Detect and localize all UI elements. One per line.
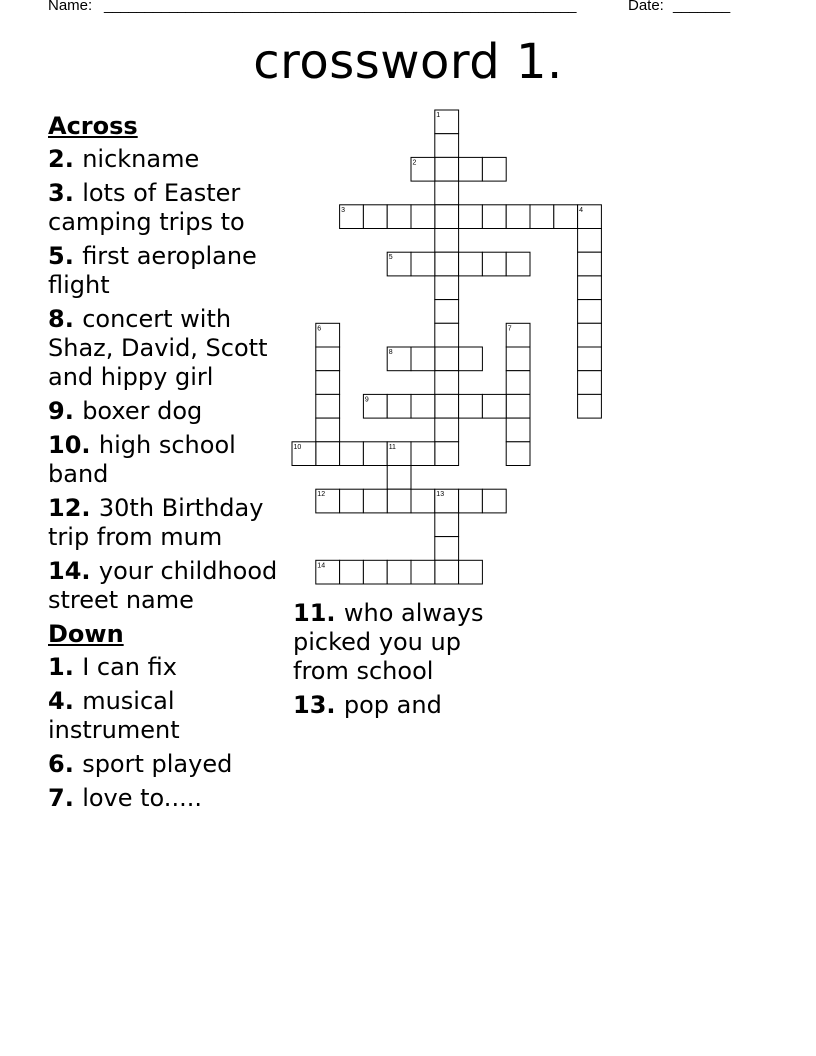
grid-cell-box[interactable] [411,560,435,584]
grid-cell[interactable] [506,418,530,442]
grid-cell-box[interactable] [435,418,459,442]
grid-cell-box[interactable] [435,134,459,158]
grid-cell-box[interactable] [316,371,340,395]
clue-number: 4 . [48,687,82,715]
grid-cell[interactable] [506,347,530,371]
grid-cell[interactable] [435,181,459,205]
grid-cell-box[interactable] [459,252,483,276]
grid-cell[interactable] [578,347,602,371]
clue-text: 30th Birthday trip from mum [48,494,264,551]
grid-cell[interactable] [411,157,435,181]
across-clue [48,242,288,300]
grid-cell-box[interactable] [506,371,530,395]
grid-cell[interactable] [363,442,387,466]
grid-cell[interactable] [411,205,435,229]
grid-cell-box[interactable] [435,537,459,561]
grid-cell[interactable] [340,489,364,513]
grid-cell[interactable] [506,442,530,466]
clue-number: 6 . [48,750,82,778]
grid-cell[interactable] [387,560,411,584]
grid-cell[interactable] [578,371,602,395]
grid-cell-box[interactable] [459,560,483,584]
grid-cell[interactable] [482,489,506,513]
grid-cell[interactable] [387,489,411,513]
grid-cell-box[interactable] [578,347,602,371]
grid-cell[interactable] [435,347,459,371]
grid-cell[interactable] [363,205,387,229]
clue-number: 2 . [48,145,82,173]
down-clue [48,687,288,745]
across-heading: Across [48,112,138,140]
grid-cell-box[interactable] [387,205,411,229]
grid-cell-number: 4 [579,206,584,214]
grid-cell[interactable] [411,394,435,418]
grid-cell[interactable] [506,371,530,395]
grid-cell-box[interactable] [387,560,411,584]
grid-cell[interactable] [292,442,316,466]
grid-cell[interactable] [387,205,411,229]
grid-cell[interactable] [340,205,364,229]
grid-cell[interactable] [316,394,340,418]
grid-cell-box[interactable] [411,205,435,229]
grid-cell-box[interactable] [506,394,530,418]
grid-cell[interactable] [459,560,483,584]
grid-cell-box[interactable] [411,489,435,513]
grid-cell[interactable] [482,252,506,276]
down-clue [293,599,523,686]
grid-cell-number: 13 [436,491,445,499]
grid-cell-number: 1 [436,112,441,119]
grid-cell[interactable] [435,252,459,276]
grid-cell-box[interactable] [482,252,506,276]
grid-cell[interactable] [363,560,387,584]
grid-cell-box[interactable] [435,300,459,324]
clue-number: 11 . [293,599,344,627]
grid-cell-box[interactable] [363,489,387,513]
grid-cell-number: 6 [317,325,322,333]
clue-number: 9 . [48,397,82,425]
grid-cell-box[interactable] [435,276,459,300]
grid-cell-box[interactable] [435,205,459,229]
grid-cell-box[interactable] [411,347,435,371]
clue-text: I can fix [82,653,177,681]
clue-text: musical instrument [48,687,180,744]
clue-text: first aeroplane flight [48,242,257,299]
grid-cell[interactable] [411,347,435,371]
grid-cell-box[interactable] [530,205,554,229]
grid-cell[interactable] [387,347,411,371]
grid-cell-box[interactable] [387,466,411,490]
name-field[interactable]: __________________________________________________________ [104,0,577,14]
grid-cell-box[interactable] [578,300,602,324]
date-label: Date: [628,0,664,14]
grid-cell-box[interactable] [482,205,506,229]
grid-cell[interactable] [435,442,459,466]
grid-cell[interactable] [387,442,411,466]
grid-cell[interactable] [363,489,387,513]
grid-cell[interactable] [435,110,459,134]
grid-cell[interactable] [316,560,340,584]
grid-cell[interactable] [435,323,459,347]
clue-text: sport played [82,750,233,778]
grid-cell-box[interactable] [363,560,387,584]
grid-cell[interactable] [578,276,602,300]
grid-cell[interactable] [578,229,602,253]
grid-cell-box[interactable] [435,442,459,466]
down-heading: Down [48,620,124,648]
grid-cell[interactable] [506,252,530,276]
across-clue [48,145,288,174]
grid-cell[interactable] [316,442,340,466]
grid-cell-box[interactable] [482,157,506,181]
date-field[interactable]: _______ [673,0,730,14]
clue-text: lots of Easter camping trips to [48,179,245,236]
down-clue [48,750,288,779]
grid-cell-box[interactable] [506,442,530,466]
grid-cell-number: 12 [317,491,326,499]
grid-cell[interactable] [506,323,530,347]
across-clue [48,397,288,426]
grid-cell-box[interactable] [363,205,387,229]
clues-list-continued [293,599,523,725]
grid-cell[interactable] [435,276,459,300]
grid-cell-box[interactable] [554,205,578,229]
grid-cell[interactable] [578,394,602,418]
clue-text: pop and [343,691,442,719]
grid-cell-box[interactable] [578,276,602,300]
grid-cell-box[interactable] [578,323,602,347]
grid-cell[interactable] [316,323,340,347]
across-clue [48,431,288,489]
grid-cell-number: 5 [388,254,393,262]
grid-cell[interactable] [578,300,602,324]
down-clue [48,653,288,682]
grid-cell[interactable] [459,252,483,276]
grid-cell-box[interactable] [435,371,459,395]
grid-cell-box[interactable] [387,394,411,418]
grid-cell[interactable] [459,394,483,418]
clue-text: who always picked you up from school [293,599,484,685]
grid-cell-box[interactable] [387,489,411,513]
grid-cell[interactable] [435,537,459,561]
clue-text: high school band [48,431,236,488]
grid-cell[interactable] [459,347,483,371]
across-clue [48,557,288,615]
grid-cell[interactable] [506,205,530,229]
grid-cell[interactable] [459,157,483,181]
grid-cell[interactable] [387,466,411,490]
grid-cell-box[interactable] [506,347,530,371]
grid-cell[interactable] [435,513,459,537]
worksheet-header [48,0,748,19]
clue-text: boxer dog [82,397,203,425]
grid-cell[interactable] [340,560,364,584]
grid-cell-box[interactable] [578,252,602,276]
grid-cell[interactable] [482,205,506,229]
grid-cell-box[interactable] [340,560,364,584]
grid-cell-box[interactable] [506,418,530,442]
grid-cell-box[interactable] [340,489,364,513]
grid-cell[interactable] [506,394,530,418]
clue-text: your childhood street name [48,557,278,614]
grid-cell-box[interactable] [435,181,459,205]
grid-cell-box[interactable] [435,513,459,537]
grid-cell[interactable] [411,489,435,513]
across-clue [48,494,288,552]
grid-cell[interactable] [387,252,411,276]
page-title: crossword 1. [253,34,563,90]
clue-number: 14 . [48,557,99,585]
grid-cell-box[interactable] [459,205,483,229]
grid-cell-box[interactable] [435,560,459,584]
down-clue [293,691,523,720]
grid-cell[interactable] [316,371,340,395]
grid-cell-box[interactable] [316,347,340,371]
grid-cell-number: 3 [341,206,346,214]
name-label: Name: [48,0,93,14]
grid-cell[interactable] [411,442,435,466]
clue-number: 1 . [48,653,82,681]
grid-cell[interactable] [435,300,459,324]
grid-cell[interactable] [435,229,459,253]
grid-cell[interactable] [435,489,459,513]
grid-cell-box[interactable] [578,229,602,253]
clues-list [48,112,288,818]
grid-cell[interactable] [530,205,554,229]
clue-number: 3 . [48,179,82,207]
grid-cell-box[interactable] [435,229,459,253]
grid-cell[interactable] [435,157,459,181]
clue-number: 8 . [48,305,82,333]
clue-number: 10 . [48,431,99,459]
grid-cell-box[interactable] [316,442,340,466]
grid-cell[interactable] [411,560,435,584]
grid-cell[interactable] [578,252,602,276]
grid-cell-box[interactable] [506,252,530,276]
grid-cell-box[interactable] [411,442,435,466]
grid-cell[interactable] [435,560,459,584]
grid-cell[interactable] [435,394,459,418]
grid-cell-box[interactable] [340,442,364,466]
grid-cell-number: 7 [507,325,512,333]
clue-number: 12 . [48,494,99,522]
grid-cell-box[interactable] [435,157,459,181]
grid-cell-number: 9 [364,396,369,404]
grid-cell[interactable] [435,418,459,442]
grid-cell[interactable] [482,394,506,418]
grid-cell[interactable] [363,394,387,418]
clue-text: concert with Shaz, David, Scott and hippy girl [48,305,268,391]
grid-cell-box[interactable] [316,418,340,442]
grid-cell[interactable] [316,489,340,513]
across-clue [48,179,288,237]
grid-cell-number: 10 [293,443,302,451]
grid-cell[interactable] [459,489,483,513]
grid-cell[interactable] [554,205,578,229]
grid-cell-box[interactable] [435,252,459,276]
grid-cell-box[interactable] [506,205,530,229]
clue-text: nickname [82,145,200,173]
grid-cell-box[interactable] [482,394,506,418]
down-clue [48,784,288,813]
grid-cell-box[interactable] [363,442,387,466]
grid-cell-box[interactable] [459,347,483,371]
grid-cell-box[interactable] [578,394,602,418]
grid-cell-box[interactable] [435,394,459,418]
grid-cell-box[interactable] [411,252,435,276]
grid-cell[interactable] [387,394,411,418]
grid-cell-box[interactable] [435,347,459,371]
grid-cell[interactable] [435,371,459,395]
grid-cell[interactable] [435,134,459,158]
grid-cell-box[interactable] [459,394,483,418]
clue-number: 7 . [48,784,82,812]
clue-number: 5 . [48,242,82,270]
grid-cell[interactable] [482,157,506,181]
grid-cell-box[interactable] [482,489,506,513]
grid-cell[interactable] [340,442,364,466]
grid-cell-number: 8 [388,349,393,356]
grid-cell[interactable] [459,205,483,229]
clue-number: 13 . [293,691,344,719]
grid-cell[interactable] [316,418,340,442]
grid-cell-number: 14 [317,562,326,570]
grid-cell-box[interactable] [316,394,340,418]
grid-cell[interactable] [578,205,602,229]
grid-cell-number: 2 [412,159,417,167]
grid-cell[interactable] [411,252,435,276]
grid-cell-box[interactable] [459,157,483,181]
grid-cell[interactable] [316,347,340,371]
across-clue [48,305,288,392]
clue-text: love to..... [82,784,202,812]
grid-cell-box[interactable] [578,371,602,395]
grid-cell-box[interactable] [459,489,483,513]
grid-cell-box[interactable] [435,323,459,347]
grid-cell-number: 11 [388,443,396,451]
grid-cell[interactable] [435,205,459,229]
grid-cell[interactable] [578,323,602,347]
grid-cell-box[interactable] [411,394,435,418]
